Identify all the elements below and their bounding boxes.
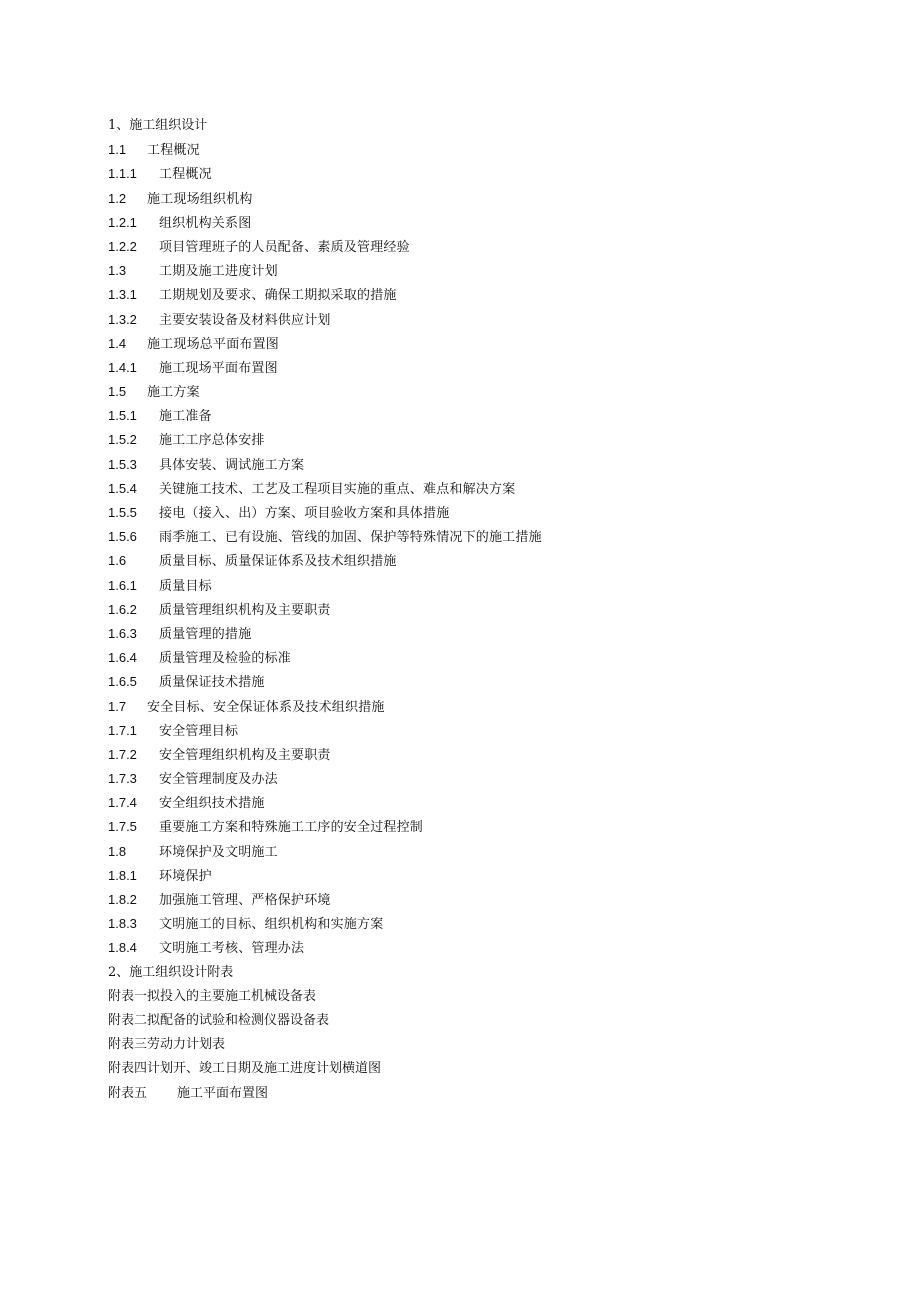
toc-entry-title: 工程概况 bbox=[147, 143, 200, 159]
toc-entry bbox=[108, 501, 828, 525]
toc-entry-title: 文明施工考核、管理办法 bbox=[159, 941, 305, 957]
toc-entry-number: 1.6.3 bbox=[108, 625, 137, 641]
toc-entry bbox=[108, 308, 828, 332]
toc-entry bbox=[108, 211, 828, 235]
appendix-entry bbox=[108, 1057, 828, 1081]
toc-entry-number: 1.6.4 bbox=[108, 650, 137, 666]
toc-entry bbox=[108, 815, 828, 839]
toc-entry-title: 施工现场组织机构 bbox=[147, 191, 253, 207]
toc-entry-title: 施工方案 bbox=[147, 385, 200, 401]
appendix-entry-text: 附表一拟投入的主要施工机械设备表 bbox=[108, 988, 317, 1004]
toc-entry-number: 1.5.4 bbox=[108, 480, 137, 496]
toc-entry-number: 1.4.1 bbox=[108, 359, 137, 375]
toc-entry-title: 施工现场平面布置图 bbox=[159, 360, 278, 376]
toc-entry-title: 施工工序总体安排 bbox=[159, 433, 265, 449]
toc-entry-title: 环境保护 bbox=[159, 868, 212, 884]
toc-entry-number: 1.7.1 bbox=[108, 722, 137, 738]
toc-entry-title: 安全目标、安全保证体系及技术组织措施 bbox=[147, 699, 385, 715]
table-of-contents bbox=[108, 114, 828, 1106]
toc-entry-title: 施工现场总平面布置图 bbox=[147, 336, 280, 352]
toc-entry bbox=[108, 743, 828, 767]
appendix-entry-label: 附表五 bbox=[108, 1085, 148, 1101]
appendix-entry-text: 附表四计划开、竣工日期及施工进度计划横道图 bbox=[108, 1061, 382, 1077]
toc-entry-title: 质量保证技术措施 bbox=[159, 675, 265, 691]
toc-entry bbox=[108, 162, 828, 186]
toc-entry-number: 1.6.2 bbox=[108, 601, 137, 617]
toc-entry bbox=[108, 574, 828, 598]
toc-entry bbox=[108, 477, 828, 501]
toc-entry-number: 1.7.2 bbox=[108, 746, 137, 762]
toc-entry-number: 1.2 bbox=[108, 190, 127, 206]
toc-entry-number: 1.8 bbox=[108, 843, 127, 859]
toc-entry bbox=[108, 259, 828, 283]
toc-entry-title: 质量管理的措施 bbox=[159, 626, 252, 642]
toc-entry-title: 工期规划及要求、确保工期拟采取的措施 bbox=[159, 288, 397, 304]
appendix-entry-text: 施工平面布置图 bbox=[177, 1085, 269, 1101]
toc-entry-number: 1.5.5 bbox=[108, 505, 137, 520]
toc-entry-number: 1.8.2 bbox=[108, 892, 137, 907]
toc-entry-number: 1.8.1 bbox=[108, 867, 137, 883]
toc-entry-title: 质量管理组织机构及主要职责 bbox=[159, 602, 331, 618]
toc-entry-title: 安全组织技术措施 bbox=[159, 796, 265, 812]
toc-entry-title: 安全管理制度及办法 bbox=[159, 772, 278, 788]
appendix-entry bbox=[108, 985, 828, 1009]
toc-entry-number: 1.2.1 bbox=[108, 214, 137, 230]
toc-entry-title: 安全管理目标 bbox=[159, 723, 239, 739]
toc-entry-number: 1.6 bbox=[108, 553, 127, 569]
toc-entry bbox=[108, 695, 828, 719]
toc-entry-number: 1.6.5 bbox=[108, 674, 137, 690]
toc-heading-2 bbox=[108, 961, 828, 985]
toc-entry bbox=[108, 767, 828, 791]
toc-entry-number: 1.5.1 bbox=[108, 408, 137, 424]
toc-entry-number: 1.3.1 bbox=[108, 287, 137, 303]
toc-entry-title: 项目管理班子的人员配备、素质及管理经验 bbox=[159, 239, 410, 255]
toc-entry-number: 1.3 bbox=[108, 263, 127, 279]
toc-entry bbox=[108, 356, 828, 380]
toc-entry bbox=[108, 332, 828, 356]
toc-entry bbox=[108, 283, 828, 307]
toc-entry bbox=[108, 646, 828, 670]
toc-entry bbox=[108, 404, 828, 428]
toc-entry-title: 工程概况 bbox=[159, 167, 212, 183]
toc-entry bbox=[108, 791, 828, 815]
toc-entry-title: 施工准备 bbox=[159, 409, 212, 425]
toc-entry bbox=[108, 936, 828, 960]
toc-entry-number: 1.1.1 bbox=[108, 166, 137, 182]
toc-entry-title: 具体安装、调试施工方案 bbox=[159, 457, 305, 473]
toc-entry-title: 重要施工方案和特殊施工工序的安全过程控制 bbox=[159, 820, 424, 836]
toc-entry-title: 主要安装设备及材料供应计划 bbox=[159, 312, 331, 328]
toc-entry-title: 加强施工管理、严格保护环境 bbox=[159, 893, 331, 908]
appendix-entry bbox=[108, 1009, 828, 1033]
toc-entry bbox=[108, 598, 828, 622]
toc-heading-2-text: 2、施工组织设计附表 bbox=[108, 964, 234, 980]
toc-entry bbox=[108, 864, 828, 888]
toc-entry bbox=[108, 138, 828, 162]
toc-entry bbox=[108, 549, 828, 573]
toc-entry-title: 安全管理组织机构及主要职责 bbox=[159, 747, 331, 763]
toc-entry-title: 质量管理及检验的标准 bbox=[159, 651, 292, 667]
toc-entry bbox=[108, 525, 828, 549]
toc-entry-title: 关键施工技术、工艺及工程项目实施的重点、难点和解决方案 bbox=[159, 481, 516, 497]
toc-entry-number: 1.1 bbox=[108, 142, 127, 158]
toc-entry bbox=[108, 380, 828, 404]
appendix-entry bbox=[108, 1082, 828, 1106]
toc-entry bbox=[108, 622, 828, 646]
toc-entry-title: 雨季施工、已有设施、管线的加固、保护等特殊情况下的施工措施 bbox=[159, 530, 542, 546]
toc-entry-title: 组织机构关系图 bbox=[159, 215, 252, 231]
toc-entry bbox=[108, 670, 828, 694]
toc-entry-number: 1.8.4 bbox=[108, 940, 137, 956]
toc-entry-number: 1.7 bbox=[108, 698, 127, 714]
toc-entry-title: 工期及施工进度计划 bbox=[159, 264, 278, 280]
appendix-entry bbox=[108, 1033, 828, 1057]
toc-entry-number: 1.7.3 bbox=[108, 771, 137, 787]
toc-entry-number: 1.2.2 bbox=[108, 238, 137, 254]
appendix-entry-text: 附表二拟配备的试验和检测仪器设备表 bbox=[108, 1012, 330, 1028]
toc-entry bbox=[108, 187, 828, 211]
toc-heading-1 bbox=[108, 114, 828, 138]
toc-entry-title: 质量目标、质量保证体系及技术组织措施 bbox=[159, 554, 397, 570]
toc-entry-number: 1.3.2 bbox=[108, 311, 137, 327]
toc-entry bbox=[108, 235, 828, 259]
toc-entry-number: 1.6.1 bbox=[108, 577, 137, 593]
toc-entry-title: 环境保护及文明施工 bbox=[159, 844, 278, 860]
toc-entry bbox=[108, 840, 828, 864]
toc-entry-number: 1.5.6 bbox=[108, 529, 137, 545]
toc-entry-number: 1.5.2 bbox=[108, 432, 137, 448]
toc-entry-number: 1.4 bbox=[108, 335, 127, 351]
toc-entry-number: 1.5.3 bbox=[108, 456, 137, 472]
toc-heading-1-text: 1、施工组织设计 bbox=[108, 118, 208, 133]
appendix-entry-text: 附表三劳动力计划表 bbox=[108, 1037, 226, 1053]
toc-entry-number: 1.5 bbox=[108, 384, 127, 400]
toc-entry-number: 1.8.3 bbox=[108, 916, 137, 932]
toc-entry bbox=[108, 453, 828, 477]
toc-entry-title: 文明施工的目标、组织机构和实施方案 bbox=[159, 917, 384, 933]
toc-entry bbox=[108, 888, 828, 912]
toc-entry bbox=[108, 912, 828, 936]
toc-entry-title: 质量目标 bbox=[159, 578, 212, 594]
toc-entry bbox=[108, 719, 828, 743]
toc-entry-number: 1.7.4 bbox=[108, 795, 137, 811]
toc-entry-number: 1.7.5 bbox=[108, 819, 137, 835]
toc-entry-title: 接电（接入、出）方案、项目验收方案和具体措施 bbox=[159, 506, 450, 521]
toc-entry bbox=[108, 428, 828, 452]
